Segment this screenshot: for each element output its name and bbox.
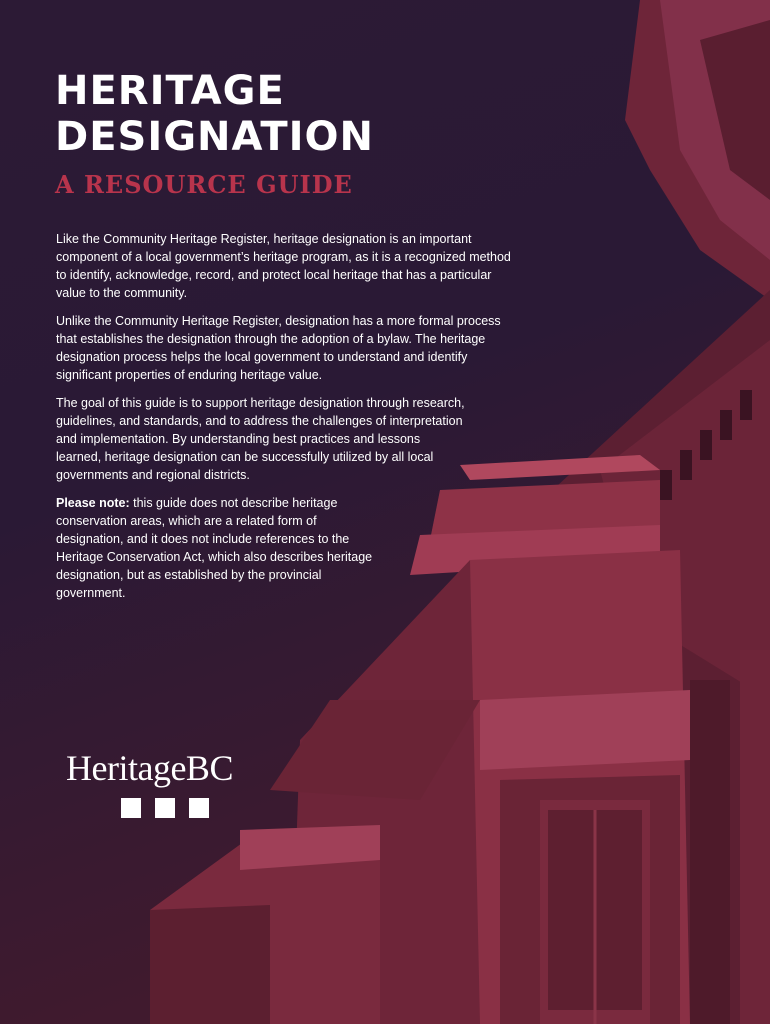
logo-wordmark: HeritageBC <box>66 748 233 788</box>
note-label: Please note: <box>56 496 130 510</box>
logo-square-icon <box>155 798 175 818</box>
title-line-1: HERITAGE <box>55 68 285 114</box>
page-title <box>55 68 515 160</box>
logo-square-icon <box>189 798 209 818</box>
title-line-2: DESIGNATION <box>55 114 375 160</box>
paragraph-3: The goal of this guide is to support heritage designation through research, guidelines, and standards, and to address the challenges of interpretation and implementation. By understanding best practices and lessons learned, heritage designation can be successfully utilized by all local governments and regional districts. <box>56 396 465 482</box>
logo-squares <box>121 798 233 818</box>
intro-text <box>56 230 516 612</box>
heritage-bc-logo <box>66 748 233 818</box>
note-text: this guide does not describe heritage conservation areas, which are a related form of designation, and it does not include references to the Heritage Conservation Act, which also describes heritage designation, but as established by the provincial government. <box>56 496 373 600</box>
title-block <box>55 68 515 199</box>
subtitle: A RESOURCE GUIDE <box>55 170 353 199</box>
paragraph-2: Unlike the Community Heritage Register, designation has a more formal process that establishes the designation through the adoption of a bylaw. The heritage designation process helps the local government to understand and identify significant properties of enduring heritage value. <box>56 314 501 382</box>
paragraph-1: Like the Community Heritage Register, heritage designation is an important component of a local government’s heritage program, as it is a recognized method to identify, acknowledge, record, and protect local heritage that has a particular value to the community. <box>56 232 511 300</box>
note-paragraph <box>56 494 376 602</box>
logo-square-icon <box>121 798 141 818</box>
